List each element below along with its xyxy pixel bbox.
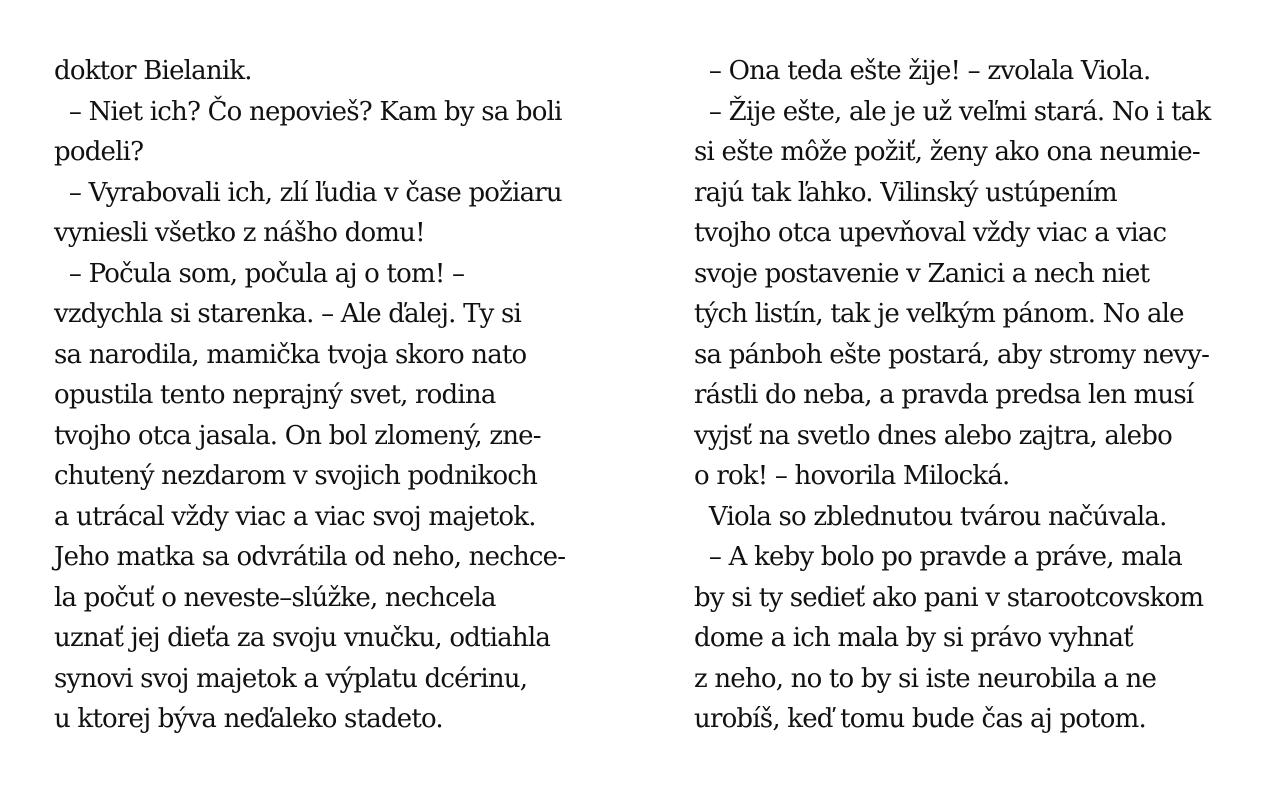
text-line: la počuť o neveste–slúžke, nechcela: [54, 582, 496, 613]
text-line: svoje postavenie v Zanici a nech niet: [694, 258, 1150, 289]
text-line: vyjsť na svetlo dnes alebo zajtra, alebo: [694, 420, 1172, 451]
text-line: tých listín, tak je veľkým pánom. No ale: [694, 299, 1184, 329]
text-line: Jeho matka sa odvrátila od neho, nechce-: [54, 542, 566, 572]
text-line: z neho, no to by si iste neurobila a ne: [694, 663, 1157, 694]
text-line: tvojho otca jasala. On bol zlomený, zne-: [54, 420, 541, 451]
text-line: o rok! – hovorila Milocká.: [694, 461, 1010, 491]
text-line: rástli do neba, a pravda predsa len musí: [694, 380, 1194, 410]
text-line: – Žije ešte, ale je už veľmi stará. No i tak: [694, 96, 1211, 127]
text-line: – Ona teda ešte žije! – zvolala Viola.: [694, 56, 1151, 86]
text-line: – A keby bolo po pravde a práve, mala: [694, 542, 1182, 572]
text-line: sa pánboh ešte postará, aby stromy nevy-: [694, 339, 1210, 370]
text-line: by si ty sedieť ako pani v starootcovskom: [694, 582, 1204, 613]
right-page-column: [694, 51, 1254, 740]
text-line: – Vyrabovali ich, zlí ľudia v čase požiaru: [54, 177, 562, 208]
text-line: uznať jej dieťa za svoju vnučku, odtiahla: [54, 623, 551, 653]
text-line: rajú tak ľahko. Vilinský ustúpením: [694, 177, 1117, 208]
text-line: si ešte môže požiť, ženy ako ona neumie-: [694, 137, 1200, 167]
text-line: chutený nezdarom v svojich podnikoch: [54, 461, 538, 491]
text-line: tvojho otca upevňoval vždy viac a viac: [694, 218, 1167, 248]
text-line: vzdychla si starenka. – Ale ďalej. Ty si: [54, 299, 522, 329]
text-line: dome a ich mala by si právo vyhnať: [694, 623, 1133, 653]
text-line: u ktorej býva neďaleko stadeto.: [54, 704, 443, 734]
text-line: synovi svoj majetok a výplatu dcérinu,: [54, 663, 528, 694]
text-line: sa narodila, mamička tvoja skoro nato: [54, 339, 527, 370]
text-line: opustila tento neprajný svet, rodina: [54, 380, 496, 410]
text-line: – Niet ich? Čo nepovieš? Kam by sa boli: [54, 96, 562, 127]
text-line: podeli?: [54, 137, 144, 167]
text-line: doktor Bielanik.: [54, 56, 252, 86]
text-line: a utrácal vždy viac a viac svoj majetok.: [54, 501, 536, 532]
text-line: vyniesli všetko z nášho domu!: [54, 218, 425, 248]
text-line: urobíš, keď tomu bude čas aj potom.: [694, 704, 1146, 734]
text-line: – Počula som, počula aj o tom! –: [54, 258, 465, 289]
left-page-column: [54, 51, 614, 740]
text-line: Viola so zblednutou tvárou načúvala.: [694, 501, 1167, 532]
